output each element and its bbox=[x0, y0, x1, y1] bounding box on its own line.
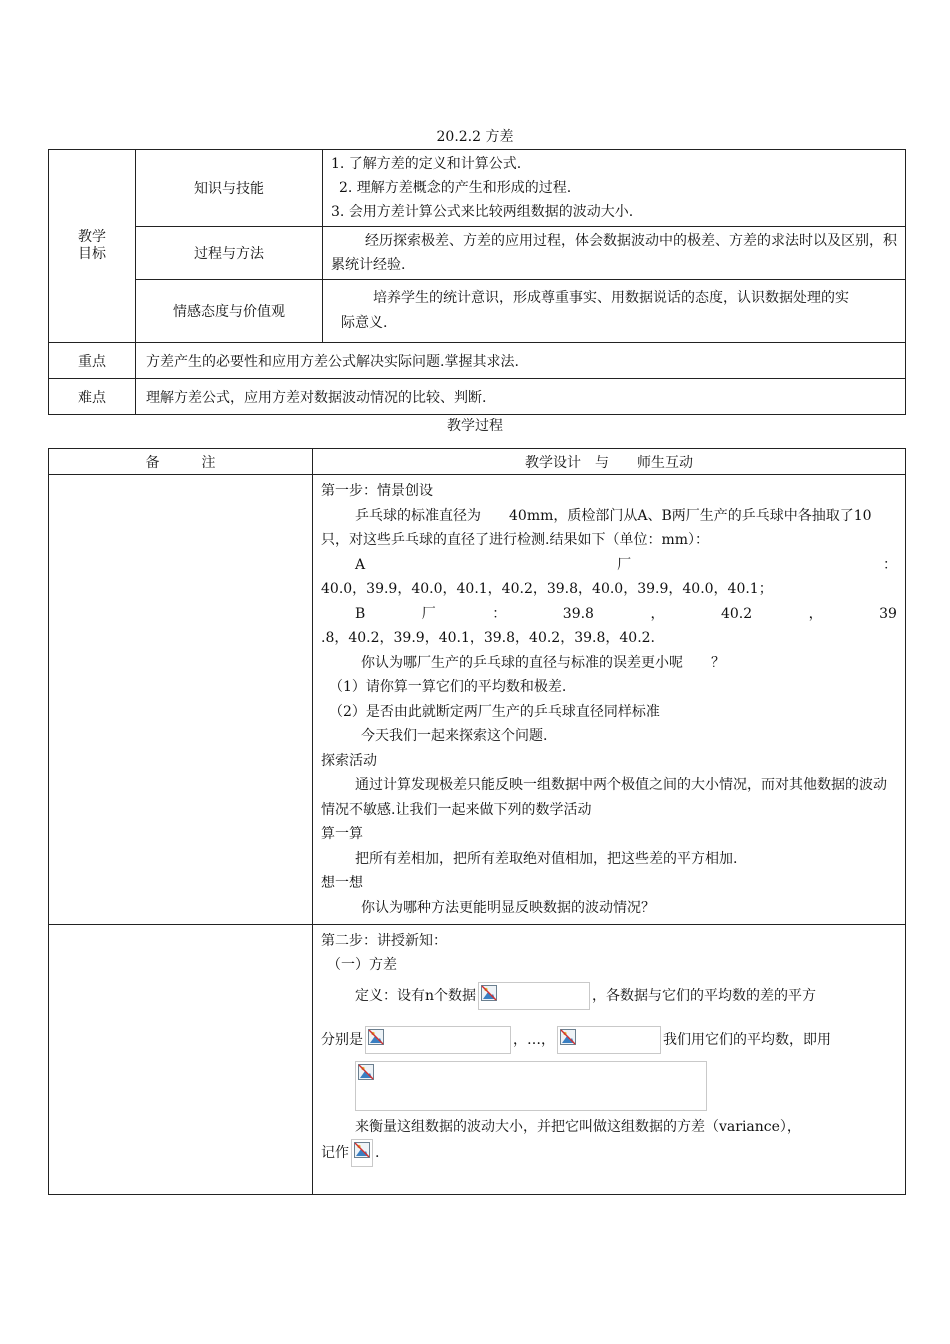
design-header: 教学设计 与 师生互动 bbox=[313, 449, 906, 475]
step1-title: 第一步：情景创设 bbox=[321, 483, 433, 499]
key-point-label: 重点 bbox=[49, 343, 136, 379]
think-title: 想一想 bbox=[321, 875, 363, 891]
step1-intro: 乒乓球的标准直径为 40mm，质检部门从A、B两厂生产的乒乓球中各抽取了10只，对这些乒乓球的直径了进行检测.结果如下（单位：mm）： bbox=[321, 507, 872, 548]
document-title: 20.2.2 方差 bbox=[436, 129, 514, 145]
objective-content bbox=[323, 150, 906, 227]
calc-text: 把所有差相加，把所有差取绝对值相加，把这些差的平方相加. bbox=[355, 850, 738, 867]
objective-line: 2. 理解方差概念的产生和形成的过程. bbox=[339, 180, 572, 196]
think-text: 你认为哪种方法更能明显反映数据的波动情况？ bbox=[361, 899, 655, 916]
definition-text: ，各数据与它们的平均数的差的平方 bbox=[592, 988, 817, 1004]
notes-cell bbox=[49, 925, 313, 1195]
objectives-label-cell bbox=[49, 150, 136, 343]
factory-a-label: A bbox=[355, 556, 366, 573]
objective-category: 情感态度与价值观 bbox=[136, 280, 323, 343]
factory-b-comma: ， bbox=[650, 605, 665, 622]
formula-image-first-square bbox=[365, 1026, 511, 1054]
explore-text: 通过计算发现极差只能反映一组数据中两个极值之间的大小情况，而对其他数据的波动情况不敏感.让我们一起来做下列的数学活动 bbox=[321, 777, 887, 818]
factory-b-row bbox=[321, 602, 897, 627]
factory-a-row bbox=[321, 553, 897, 578]
factory-b-label: B bbox=[355, 605, 366, 622]
factory-a-factory: 厂 bbox=[617, 556, 632, 573]
calc-title: 算一算 bbox=[321, 826, 363, 842]
step2-cell bbox=[313, 925, 906, 1195]
objective-line: 培养学生的统计意识，形成尊重事实、用数据说话的态度，认识数据处理的实际意义. bbox=[341, 290, 849, 331]
objective-line: 1. 了解方差的定义和计算公式. bbox=[331, 156, 522, 172]
definition-line-2 bbox=[321, 1025, 897, 1055]
step2-title: 第二步：讲授新知： bbox=[321, 933, 447, 949]
difficulty-text: 理解方差公式，应用方差对数据波动情况的比较、判断. bbox=[136, 379, 906, 415]
definition-line-notation bbox=[321, 1139, 897, 1167]
broken-image-icon bbox=[368, 1029, 384, 1045]
difficulty-label: 难点 bbox=[49, 379, 136, 415]
formula-image-notation bbox=[351, 1139, 373, 1167]
objective-content bbox=[323, 227, 906, 280]
factory-b-value: 39.8 bbox=[562, 605, 594, 622]
factory-b-value: 39 bbox=[879, 605, 897, 622]
variance-formula-row bbox=[353, 1061, 897, 1111]
step1-question: 你认为哪厂生产的乒乓球的直径与标准的误差更小呢 ？ bbox=[361, 654, 725, 671]
broken-image-icon bbox=[358, 1064, 374, 1080]
definition-text: 定义：设有n个数据 bbox=[355, 988, 477, 1004]
step2-sub: （一）方差 bbox=[327, 957, 397, 973]
factory-b-data: .8，40.2，39.9，40.1，39.8，40.2，39.8，40.2. bbox=[321, 630, 656, 646]
definition-text: 我们用它们的平均数，即用 bbox=[663, 1032, 831, 1048]
factory-b-comma: ， bbox=[808, 605, 823, 622]
definition-text: 分别是 bbox=[321, 1032, 363, 1048]
definition-line-1 bbox=[321, 981, 897, 1011]
key-point-text: 方差产生的必要性和应用方差公式解决实际问题.掌握其求法. bbox=[136, 343, 906, 379]
factory-b-value: 40.2 bbox=[720, 605, 753, 622]
factory-a-colon: ： bbox=[883, 556, 897, 573]
broken-image-icon bbox=[354, 1142, 370, 1158]
factory-b-factory: 厂 bbox=[421, 605, 436, 622]
formula-image-variance bbox=[355, 1061, 707, 1111]
definition-text: 来衡量这组数据的波动大小，并把它叫做这组数据的方差（variance）， bbox=[355, 1119, 801, 1135]
step1-today: 今天我们一起来探索这个问题. bbox=[361, 728, 548, 744]
objective-content bbox=[323, 280, 906, 343]
definition-text: . bbox=[375, 1145, 380, 1161]
broken-image-icon bbox=[560, 1029, 576, 1045]
objectives-label: 教学目标 bbox=[78, 229, 106, 262]
definition-text: ，…， bbox=[513, 1032, 555, 1048]
step1-q2: （2）是否由此就断定两厂生产的乒乓球直径同样标准 bbox=[329, 703, 660, 720]
objectives-table bbox=[48, 149, 906, 415]
step1-cell bbox=[313, 475, 906, 925]
step1-q1: （1）请你算一算它们的平均数和极差. bbox=[329, 679, 567, 695]
factory-a-data: 40.0，39.9，40.0，40.1，40.2，39.8，40.0，39.9，40.0，40.1； bbox=[321, 581, 773, 597]
explore-title: 探索活动 bbox=[321, 752, 377, 769]
objective-line: 经历探索极差、方差的应用过程，体会数据波动中的极差、方差的求法时以及区别，积累统计经验. bbox=[331, 233, 897, 273]
factory-b-colon: ： bbox=[492, 605, 507, 622]
notes-cell bbox=[49, 475, 313, 925]
formula-image-last-square bbox=[557, 1026, 661, 1054]
definition-text: 记作 bbox=[321, 1145, 349, 1161]
objective-line: 3. 会用方差计算公式来比较两组数据的波动大小. bbox=[331, 204, 634, 220]
formula-image-data bbox=[478, 982, 590, 1010]
process-title: 教学过程 bbox=[447, 418, 503, 434]
objective-category: 过程与方法 bbox=[136, 227, 323, 280]
broken-image-icon bbox=[481, 985, 497, 1001]
notes-header: 备 注 bbox=[49, 449, 313, 475]
objective-category: 知识与技能 bbox=[136, 150, 323, 227]
process-table bbox=[48, 448, 906, 1195]
